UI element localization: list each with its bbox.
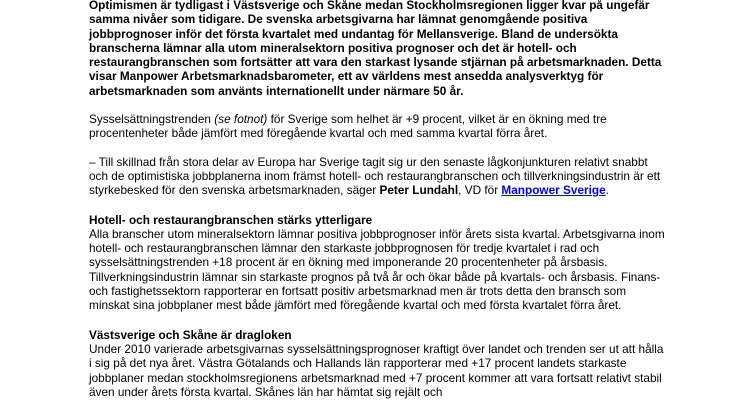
trend-text-end: för Sverige som helhet är +9 procent, vilket är en ökning med tre procentenheter både jämfört med föregående kvartal och med samma kvartal förra året.	[89, 112, 607, 141]
press-release-body	[89, 0, 669, 399]
spacer	[89, 98, 669, 112]
quote-text: – Till skillnad från stora delar av Europa har Sverige tagit sig ur den senaste lågkonjunkturen relativt snabbt och de optimistiska jobbplanerna inom främst hotell- och restaurangbranschen och tillverkningsindustrin är ett styrkebesked för den svenska arbetsmarknaden, säger	[89, 154, 661, 198]
quote-paragraph	[89, 155, 669, 198]
spacer	[89, 198, 669, 213]
spacer	[89, 141, 669, 155]
section-heading-regions: Västsverige och Skåne är dragloken	[89, 327, 292, 342]
trend-text-start: Sysselsättningstrenden	[89, 112, 215, 127]
section-body-regions: Under 2010 varierade arbetsgivarnas sysselsättningsprognoser kraftigt över landet och trenden ser ut att hålla i sig på det nya året. Västra Götalands och Hallands län rapporterar med +17 procent landets starkaste jobbplaner medan stockholmsregionens arbetsmarknad med +7 procent kommer att vara fortsatt relativt stabil även under årets första kvartal. Skånes län har hämtat sig rejält och	[89, 341, 664, 399]
quote-end: .	[605, 183, 609, 198]
footnote-reference: (se fotnot)	[214, 112, 268, 127]
trend-paragraph	[89, 112, 669, 141]
section-body-hotel: Alla branscher utom mineralsektorn lämnar positiva jobbprognoser inför årets sista kvartal. Arbetsgivarna inom hotell- och restaurangbranschen lämnar den starkaste jobbprognosen för tredje kvartalet i rad och sysselsättningstrenden +18 procent är en ökning med imponerande 20 procentenheter på årsbasis. Tillverkningsindustrin lämnar sin starkaste prognos på två år och ökar både på kvartals- och årsbasis. Finans- och fastighetssektorn rapporterar en fortsatt positiv arbetsmarknad men är trots detta den bransch som minskat sina jobbplaner mest både jämfört med föregående kvartal och med första kvartalet förra året.	[89, 226, 665, 313]
manpower-sverige-link[interactable]: Manpower Sverige	[501, 183, 606, 198]
speaker-name: Peter Lundahl	[379, 183, 459, 198]
spacer	[89, 313, 669, 328]
lead-paragraph: Optimismen är tydligast i Västsverige och Skåne medan Stockholmsregionen ligger kvar på ungefär samma nivåer som tidigare. De svenska arbetsgivarna har lämnat genomgående positiva jobbprognoser inför det första kvartalet med undantag för Mellansverige. Bland de undersökta branscherna lämnar alla utom mineralsektorn positiva prognoser och det är hotell- och restaurangbranschen som fortsätter att vara den starkast lysande stjärnan på arbetsmarknaden. Detta visar Manpower Arbetsmarknadsbarometer, ett av världens mest ansedda analysverktyg för arbetsmarknaden som använts internationellt under närmare 50 år.	[89, 0, 662, 98]
speaker-role: , VD för	[458, 183, 502, 198]
section-heading-hotel: Hotell- och restaurangbranschen stärks ytterligare	[89, 212, 373, 227]
